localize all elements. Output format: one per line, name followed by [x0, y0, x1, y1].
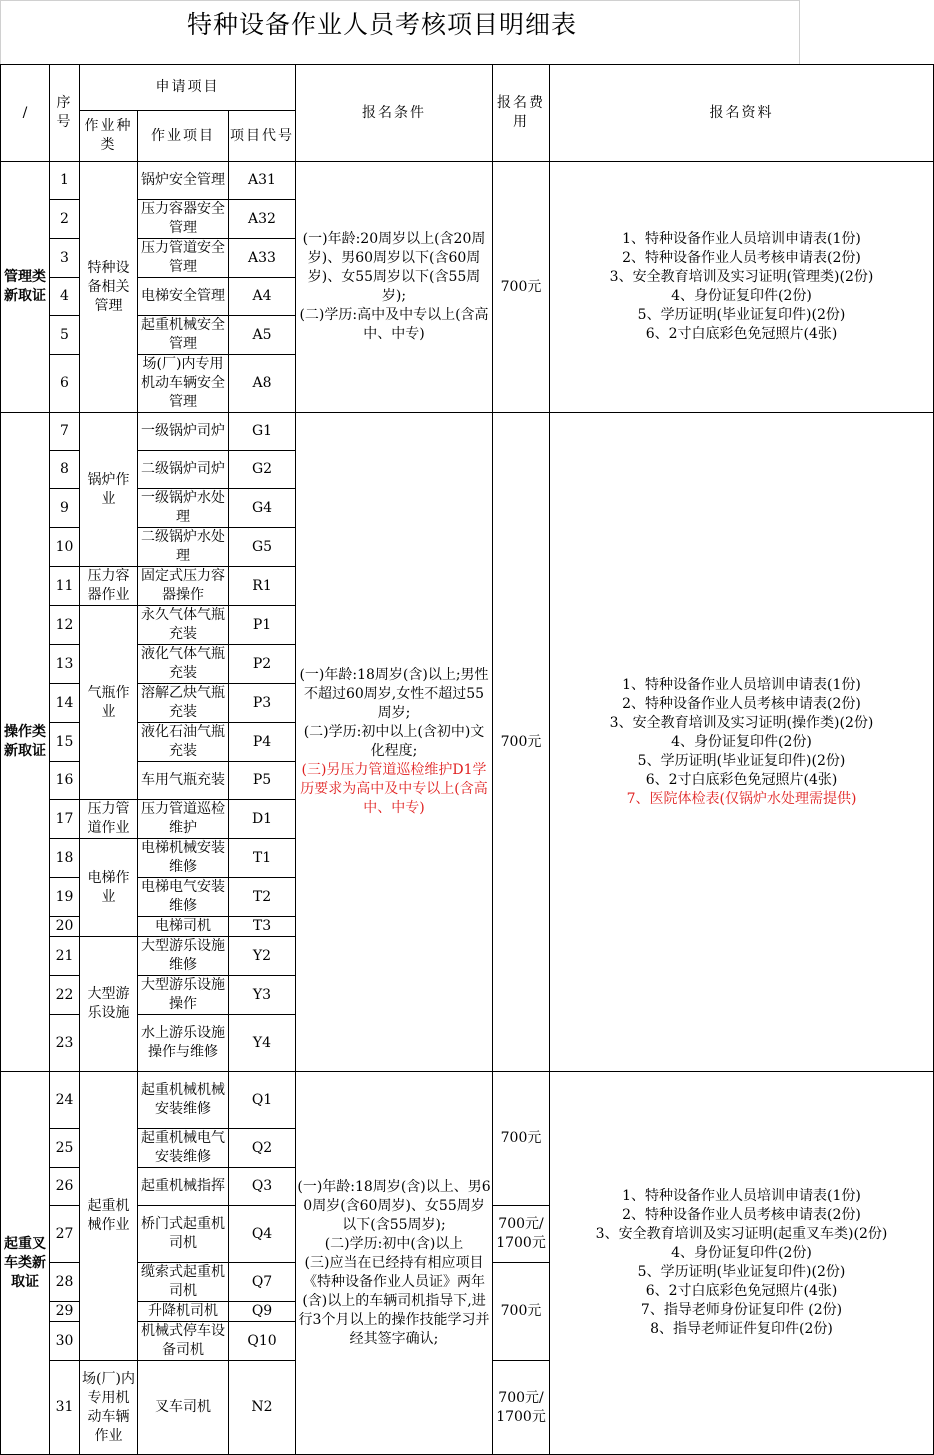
row-item: 起重机械机械安装维修	[138, 1072, 229, 1129]
row-no: 17	[50, 800, 80, 839]
row-code: T2	[229, 878, 296, 917]
header-mat: 报名资料	[550, 65, 934, 162]
row-item: 二级锅炉水处理	[138, 528, 229, 567]
row-item: 水上游乐设施操作与维修	[138, 1015, 229, 1072]
row-item: 叉车司机	[138, 1361, 229, 1455]
row-item: 液化气体气瓶充装	[138, 645, 229, 684]
header-seq: 序号	[50, 65, 80, 162]
row-item: 缆索式起重机司机	[138, 1263, 229, 1302]
row-code: D1	[229, 800, 296, 839]
row-code: P1	[229, 606, 296, 645]
crane-fee-a: 700元	[493, 1072, 550, 1206]
row-code: G1	[229, 413, 296, 451]
header-item: 作业项目	[138, 111, 229, 162]
type-amuse: 大型游乐设施	[80, 937, 138, 1072]
row-item: 溶解乙炔气瓶充装	[138, 684, 229, 723]
row-code: P5	[229, 762, 296, 800]
row-no: 18	[50, 839, 80, 878]
row-item: 车用气瓶充装	[138, 762, 229, 800]
row-code: R1	[229, 567, 296, 606]
row-item: 起重机械电气安装维修	[138, 1129, 229, 1168]
row-no: 27	[50, 1206, 80, 1263]
row-item: 桥门式起重机司机	[138, 1206, 229, 1263]
row-no: 22	[50, 976, 80, 1015]
row-code: P2	[229, 645, 296, 684]
row-code: Q9	[229, 1302, 296, 1322]
row-no: 6	[50, 355, 80, 413]
crane-fee-c: 700元	[493, 1263, 550, 1361]
row-code: A8	[229, 355, 296, 413]
row-item: 起重机械指挥	[138, 1168, 229, 1206]
row-no: 3	[50, 239, 80, 278]
mgmt-materials: 1、特种设备作业人员培训申请表(1份) 2、特种设备作业人员考核申请表(2份) 3、安全教育培训及实习证明(管理类)(2份) 4、身份证复印件(2份) 5、学历证明(毕业证复印件)(2份) 6、2寸白底彩色免冠照片(4张)	[550, 162, 934, 413]
row-no: 8	[50, 451, 80, 489]
row-code: Q7	[229, 1263, 296, 1302]
row-item: 压力管道安全管理	[138, 239, 229, 278]
ops-materials: 1、特种设备作业人员培训申请表(1份) 2、特种设备作业人员考核申请表(2份) 3、安全教育培训及实习证明(操作类)(2份) 4、身份证复印件(2份) 5、学历证明(毕业证复印件)(2份) 6、2寸白底彩色免冠照片(4张) 7、医院体检表(仅锅炉水处理需提供)	[550, 413, 934, 1072]
row-no: 28	[50, 1263, 80, 1302]
row-item: 二级锅炉司炉	[138, 451, 229, 489]
row-item: 机械式停车设备司机	[138, 1322, 229, 1361]
type-crane: 起重机械作业	[80, 1072, 138, 1361]
type-mgmt: 特种设备相关管理	[80, 162, 138, 413]
row-item: 锅炉安全管理	[138, 162, 229, 200]
type-elevator: 电梯作业	[80, 839, 138, 937]
row-no: 30	[50, 1322, 80, 1361]
row-code: A32	[229, 200, 296, 239]
row-code: G2	[229, 451, 296, 489]
row-no: 2	[50, 200, 80, 239]
row-item: 一级锅炉司炉	[138, 413, 229, 451]
row-item: 液化石油气瓶充装	[138, 723, 229, 762]
row-no: 19	[50, 878, 80, 917]
row-code: Y4	[229, 1015, 296, 1072]
row-no: 5	[50, 316, 80, 355]
ops-conditions: (一)年龄:18周岁(含)以上;男性不超过60周岁,女性不超过55周岁; (二)学历:初中以上(含初中)文化程度; (三)另压力管道巡检维护D1学历要求为高中及中专以上(含高中、中专)	[296, 413, 493, 1072]
row-code: T1	[229, 839, 296, 878]
row-code: T3	[229, 917, 296, 937]
row-item: 压力管道巡检维护	[138, 800, 229, 839]
crane-fee-d: 700元/1700元	[493, 1361, 550, 1455]
group-label-ops: 操作类新取证	[1, 413, 50, 1072]
row-item: 升降机司机	[138, 1302, 229, 1322]
row-no: 31	[50, 1361, 80, 1455]
page-title: 特种设备作业人员考核项目明细表	[187, 10, 578, 39]
crane-materials: 1、特种设备作业人员培训申请表(1份) 2、特种设备作业人员考核申请表(2份) 3、安全教育培训及实习证明(起重叉车类)(2份) 4、身份证复印件(2份) 5、学历证明(毕业证复印件)(2份) 6、2寸白底彩色免冠照片(4张) 7、指导老师身份证复印件 (2份) 8、指导老师证件复印件(2份)	[550, 1072, 934, 1455]
row-item: 一级锅炉水处理	[138, 489, 229, 528]
group-label-mgmt: 管理类新取证	[1, 162, 50, 413]
row-code: Q10	[229, 1322, 296, 1361]
group-label-crane: 起重叉车类新取证	[1, 1072, 50, 1455]
row-code: Q2	[229, 1129, 296, 1168]
row-code: A33	[229, 239, 296, 278]
header-apply: 申请项目	[80, 65, 296, 111]
row-code: N2	[229, 1361, 296, 1455]
row-no: 21	[50, 937, 80, 976]
row-code: A4	[229, 278, 296, 316]
row-no: 14	[50, 684, 80, 723]
row-code: G4	[229, 489, 296, 528]
row-item: 电梯机械安装维修	[138, 839, 229, 878]
type-pipe: 压力管道作业	[80, 800, 138, 839]
row-no: 29	[50, 1302, 80, 1322]
row-no: 25	[50, 1129, 80, 1168]
ops-fee: 700元	[493, 413, 550, 1072]
assessment-table	[0, 64, 934, 1455]
row-item: 电梯电气安装维修	[138, 878, 229, 917]
row-code: Y3	[229, 976, 296, 1015]
ops-conditions-red: (三)另压力管道巡检维护D1学历要求为高中及中专以上(含高中、中专)	[300, 762, 488, 816]
row-no: 11	[50, 567, 80, 606]
row-no: 20	[50, 917, 80, 937]
row-code: A31	[229, 162, 296, 200]
row-no: 15	[50, 723, 80, 762]
type-cylinder: 气瓶作业	[80, 606, 138, 800]
row-code: Q4	[229, 1206, 296, 1263]
crane-fee-b: 700元/1700元	[493, 1206, 550, 1263]
row-code: P3	[229, 684, 296, 723]
row-item: 起重机械安全管理	[138, 316, 229, 355]
row-no: 1	[50, 162, 80, 200]
title-box	[0, 0, 800, 64]
type-vessel: 压力容器作业	[80, 567, 138, 606]
row-no: 16	[50, 762, 80, 800]
header-slash: /	[1, 65, 50, 162]
type-forklift: 场(厂)内专用机动车辆作业	[80, 1361, 138, 1455]
row-code: G5	[229, 528, 296, 567]
row-item: 电梯安全管理	[138, 278, 229, 316]
row-code: Y2	[229, 937, 296, 976]
header-cond: 报名条件	[296, 65, 493, 162]
row-no: 26	[50, 1168, 80, 1206]
header-type: 作业种类	[80, 111, 138, 162]
row-code: P4	[229, 723, 296, 762]
row-no: 7	[50, 413, 80, 451]
row-item: 场(厂)内专用机动车辆安全管理	[138, 355, 229, 413]
row-no: 24	[50, 1072, 80, 1129]
row-no: 23	[50, 1015, 80, 1072]
type-boiler: 锅炉作业	[80, 413, 138, 567]
header-fee: 报名费用	[493, 65, 550, 162]
row-item: 固定式压力容器操作	[138, 567, 229, 606]
row-code: A5	[229, 316, 296, 355]
row-item: 大型游乐设施维修	[138, 937, 229, 976]
row-code: Q1	[229, 1072, 296, 1129]
ops-materials-red: 7、医院体检表(仅锅炉水处理需提供)	[626, 790, 857, 807]
row-code: Q3	[229, 1168, 296, 1206]
crane-conditions: (一)年龄:18周岁(含)以上、男60周岁(含60周岁)、女55周岁以下(含55周岁); (二)学历:初中(含)以上 (三)应当在已经持有相应项目《特种设备作业人员证》两年(含)以上的车辆司机指导下,进行3个月以上的操作技能学习并经其签字确认;	[296, 1072, 493, 1455]
row-item: 永久气体气瓶充装	[138, 606, 229, 645]
row-item: 压力容器安全管理	[138, 200, 229, 239]
mgmt-fee: 700元	[493, 162, 550, 413]
row-no: 9	[50, 489, 80, 528]
row-no: 4	[50, 278, 80, 316]
mgmt-conditions: (一)年龄:20周岁以上(含20周岁)、男60周岁以下(含60周岁)、女55周岁以下(含55周岁); (二)学历:高中及中专以上(含高中、中专)	[296, 162, 493, 413]
row-no: 13	[50, 645, 80, 684]
header-code: 项目代号	[229, 111, 296, 162]
row-item: 电梯司机	[138, 917, 229, 937]
row-no: 10	[50, 528, 80, 567]
row-no: 12	[50, 606, 80, 645]
row-item: 大型游乐设施操作	[138, 976, 229, 1015]
